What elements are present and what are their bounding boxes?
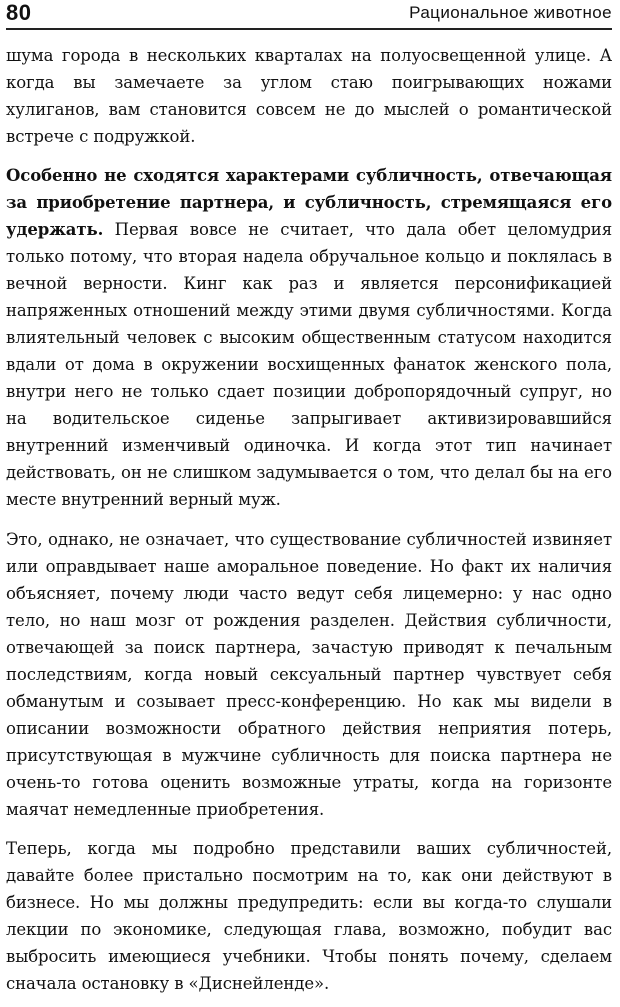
paragraph-2-text: Первая вовсе не считает, что дала обет целомудрия только потому, что вторая надела обручальное кольцо и поклялась в вечной верности. Кинг как раз и является персонификацией напряженных отношений между этими двумя субличностями. Когда влиятельный человек с высоким общественным статусом находится вдали от дома в окружении восхищенных фанаток женского пола, внутри него не только сдает позиции добропорядочный супруг, но на водительское сиденье запрыгивает активизировавшийся внутренний изменчивый одиночка. И когда этот тип начинает действовать, он не слишком задумывается о том, что делал бы на его месте внутренний верный муж. xyxy=(6,220,612,509)
page-number: 80 xyxy=(6,0,32,25)
paragraph-4-text: Теперь, когда мы подробно представили ваших субличностей, давайте более пристально посмотрим на то, как они действуют в бизнесе. Но мы должны предупредить: если вы когда-то слушали лекции по экономике, следующая глава, возможно, побудит вас выбросить имеющиеся учебники. Чтобы понять почему, сделаем сначала остановку в «Диснейленде». xyxy=(6,839,612,993)
paragraph-3 xyxy=(6,526,612,823)
body-text xyxy=(6,42,612,1007)
paragraph-1 xyxy=(6,42,612,150)
paragraph-3-text: Это, однако, не означает, что существование субличностей извиняет или оправдывает наше аморальное поведение. Но факт их наличия объясняет, почему люди часто ведут себя лицемерно: у нас одно тело, но наш мозг от рождения разделен. Действия субличности, отвечающей за поиск партнера, зачастую приводят к печальным последствиям, когда новый сексуальный партнер чувствует себя обманутым и созывает пресс-конференцию. Но как мы видели в описании возможности обратного действия неприятия потерь, присутствующая в мужчине субличность для поиска партнера не очень-то готова оценить возможные утраты, когда на горизонте маячат немедленные приобретения. xyxy=(6,530,612,819)
running-header xyxy=(6,0,612,30)
running-title: Рациональное животное xyxy=(409,3,612,22)
paragraph-2-bold-lead: Особенно не сходятся характерами субличность, отвечающая за приобретение партнера, и субличность, стремящаяся его удержать. xyxy=(6,166,612,239)
paragraph-4 xyxy=(6,835,612,997)
paragraph-1-text: шума города в нескольких кварталах на полуосвещенной улице. А когда вы замечаете за углом стаю поигрывающих ножами хулиганов, вам становится совсем не до мыслей о романтической встрече с подружкой. xyxy=(6,46,612,146)
paragraph-2 xyxy=(6,162,612,513)
